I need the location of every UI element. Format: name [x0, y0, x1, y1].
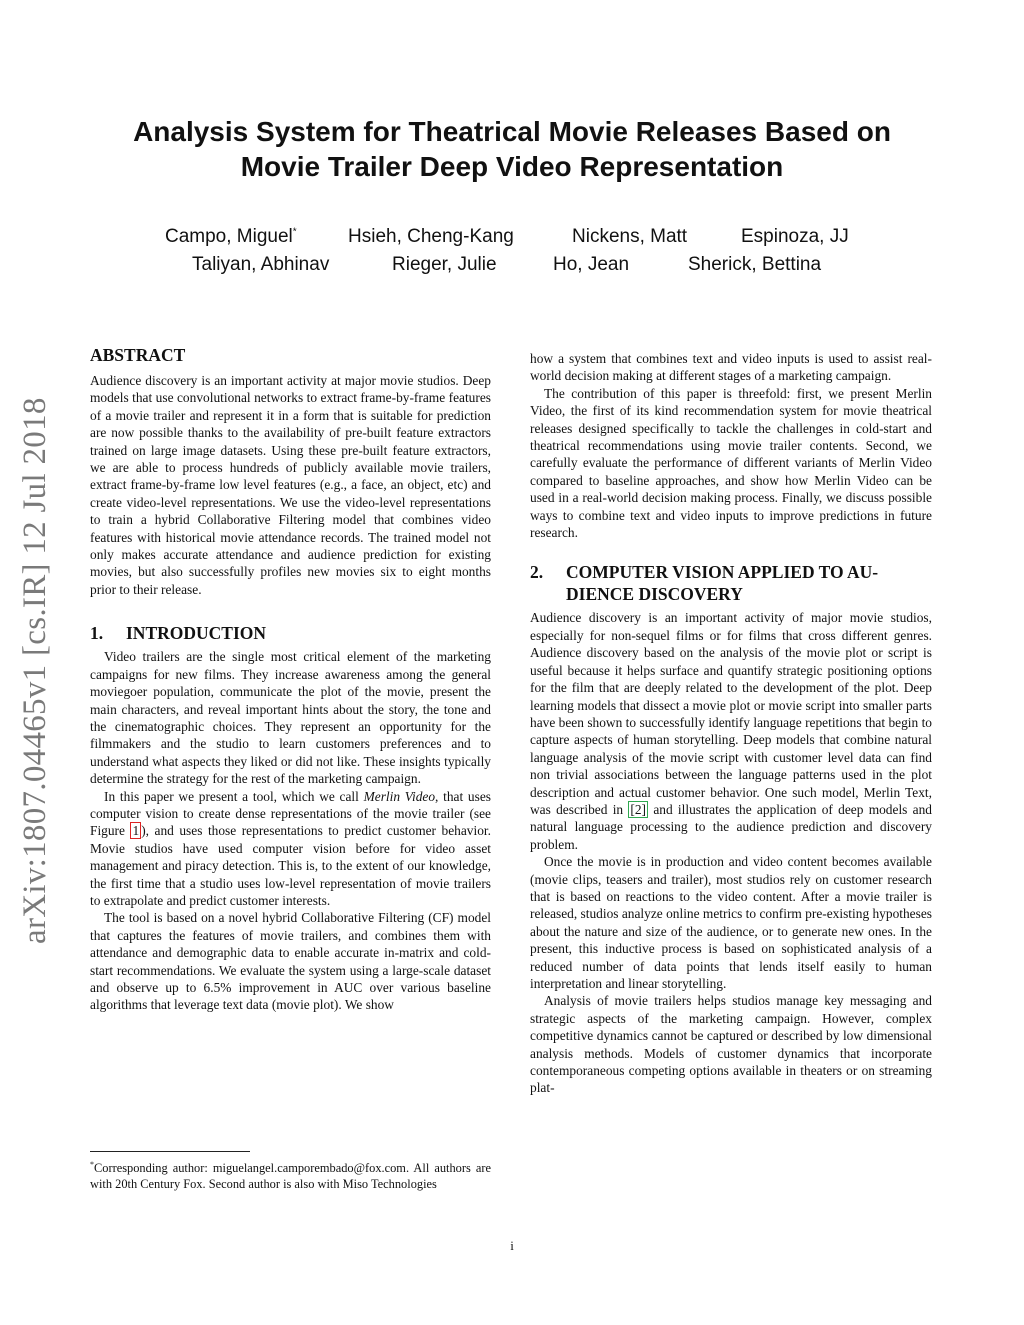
section-number: 1. [90, 623, 104, 644]
author-row-1 [60, 226, 964, 254]
section-2-paragraph-2: Once the movie is in production and video content becomes available (movie clips, teasers and trailer), most studios rely on customer research that is based on reactions to the video content. After a movie trailer is released, studios analyze online metrics to confirm pre-existing hypotheses about the nature and size of the audience, or to generate new ones. In the present, this inductive process is based on sophisticated analysis of a reduced number of data points that lends itself easily to human interpretation and linear storytelling. [530, 854, 932, 991]
citation-link[interactable]: [2] [630, 801, 647, 817]
paper-title [60, 114, 964, 184]
title-line-1: Analysis System for Theatrical Movie Releases Based on [133, 116, 891, 147]
author-name: Sherick, Bettina [688, 254, 822, 275]
section-number: 2. [530, 562, 544, 583]
author-name: Nickens, Matt [572, 226, 688, 247]
author-name: Rieger, Julie [392, 254, 497, 275]
author-name: Hsieh, Cheng-Kang [348, 226, 514, 247]
section-2-paragraph-1: Audience discovery is an important activity of major movie studios, especially for non-sequel films or for films that cross different genres. Audience discovery based on the analysis of the movie plot or script is useful because it helps surface and quantify strategic positioning options for the film that are deeply related to the development of the plot. Deep learning models that dissect a movie plot or movie script into smaller parts have been shown to successfully identify language repetitions that begin to capture aspects of human storytelling. Deep models that combine natural language analysis of the movie script with customer level data can find non trivial associations between the language patterns used in the plot description and actual customer behavior. One such model, Merlin Text, was described in [2] and illustrates the application of deep models and natural language processing to the audience prediction and discovery problem. [530, 610, 932, 852]
footnote-marker: * [90, 1160, 94, 1169]
intro-paragraph-3: The tool is based on a novel hybrid Collaborative Filtering (CF) model that captures the features of movie trailers, and combines them with attendance and demographic data to enable accurate in-matrix and cold-start recommendations. We evaluate the system using a large-scale dataset and observe up to 6.5% improvement in AUC over various baseline algorithms that leverage text data (movie plot). We show [90, 910, 491, 1013]
intro-paragraph-4: The contribution of this paper is threefold: first, we present Merlin Video, the first of its kind recommendation system for movie theatrical releases designed specifically to tackle the challenges in cold-start and theatrical recommendations using movie trailer contents. Second, we carefully evaluate the performance of different variants of Merlin Video compared to baseline approaches, and show how Merlin Video can be used in a real-world decision making process. Finally, we discuss possible ways to combine text and video inputs to improve predictions in future research. [530, 385, 932, 541]
merlin-video-name: Merlin Video [363, 788, 436, 804]
section-title-line-1: COMPUTER VISION APPLIED TO AU- [566, 562, 879, 583]
author-name: Campo, Miguel* [165, 226, 297, 247]
abstract-heading: ABSTRACT [90, 345, 186, 365]
introduction-heading [90, 622, 491, 644]
intro-paragraph-2: In this paper we present a tool, which we call Merlin Video, that uses computer vision to create dense representations of the movie trailer (see Figure 1 ), and uses those representations to predict customer behavior. Movie studios have used computer vision before for video asset management and piracy detection. This is, to the extent of our knowledge, the first time that a studio uses low-level representation of movie trailers to extrapolate and predict customer interests. [90, 788, 491, 908]
corresponding-marker: * [292, 226, 297, 238]
section-2-heading [530, 561, 932, 605]
section-2-paragraph-3: Analysis of movie trailers helps studios manage key messaging and strategic aspects of the marketing campaign. However, complex competitive dynamics cannot be captured or described by low dimensional analysis methods. Models of customer dynamics that incorporate contemporaneous competing options available in theaters or on streaming plat- [530, 993, 932, 1096]
author-name: Taliyan, Abhinav [192, 254, 330, 275]
abstract-text: Audience discovery is an important activity at major movie studios. Deep models that use convolutional networks to extract frame-by-frame features of a movie trailer and represent it in a form that is suitable for prediction are now possible thanks to the availability of pre-built feature extractors trained on large image datasets. Using these pre-built feature extractors, we are able to process hundreds of publicly available movie trailers, extract frame-by-frame low level features (e.g., a face, an object, etc) and create video-level representations. We use the video-level representations to train a hybrid Collaborative Filtering model that combines video features with historical movie attendance records. The trained model not only makes accurate attendance and audience prediction for existing movies, but also successfully profiles new movies six to eight months prior to their release. [90, 373, 491, 597]
figure-link[interactable]: 1 [132, 823, 140, 839]
right-column [530, 350, 932, 1097]
title-line-2: Movie Trailer Deep Video Representation [240, 151, 784, 182]
author-row-2 [60, 254, 964, 282]
footnote-rule [90, 1151, 250, 1152]
section-title-line-2: DIENCE DISCOVERY [566, 584, 743, 605]
arxiv-identifier: arXiv:1807.04465v1 [cs.IR] 12 Jul 2018 [17, 397, 53, 944]
left-column [90, 344, 491, 1014]
author-list [60, 226, 964, 282]
intro-paragraph-1: Video trailers are the single most critical element of the marketing campaigns for new films. They increase awareness among the general moviegoer population, communicate the plot of the movie, present the main characters, and reveal important hints about the story, the tone and the cinematographic choices. They represent an opportunity for the filmmakers and the studio to learn customers preferences and to understand what aspects they liked or did not like. These insights typically determine the strategy for the rest of the marketing campaign. [90, 649, 491, 787]
section-title: INTRODUCTION [126, 623, 267, 644]
page-number: i [510, 1238, 514, 1253]
author-name: Ho, Jean [553, 254, 630, 275]
intro-paragraph-3-continued: how a system that combines text and video inputs is used to assist real-world decision making at different stages of a marketing campaign. [530, 351, 932, 384]
footnote [90, 1157, 491, 1192]
author-name: Espinoza, JJ [741, 226, 849, 247]
footnote-text: Corresponding author: miguelangel.camporembado@fox.com. All authors are with 20th Century Fox. Second author is also with Miso Technologies [90, 1161, 491, 1191]
